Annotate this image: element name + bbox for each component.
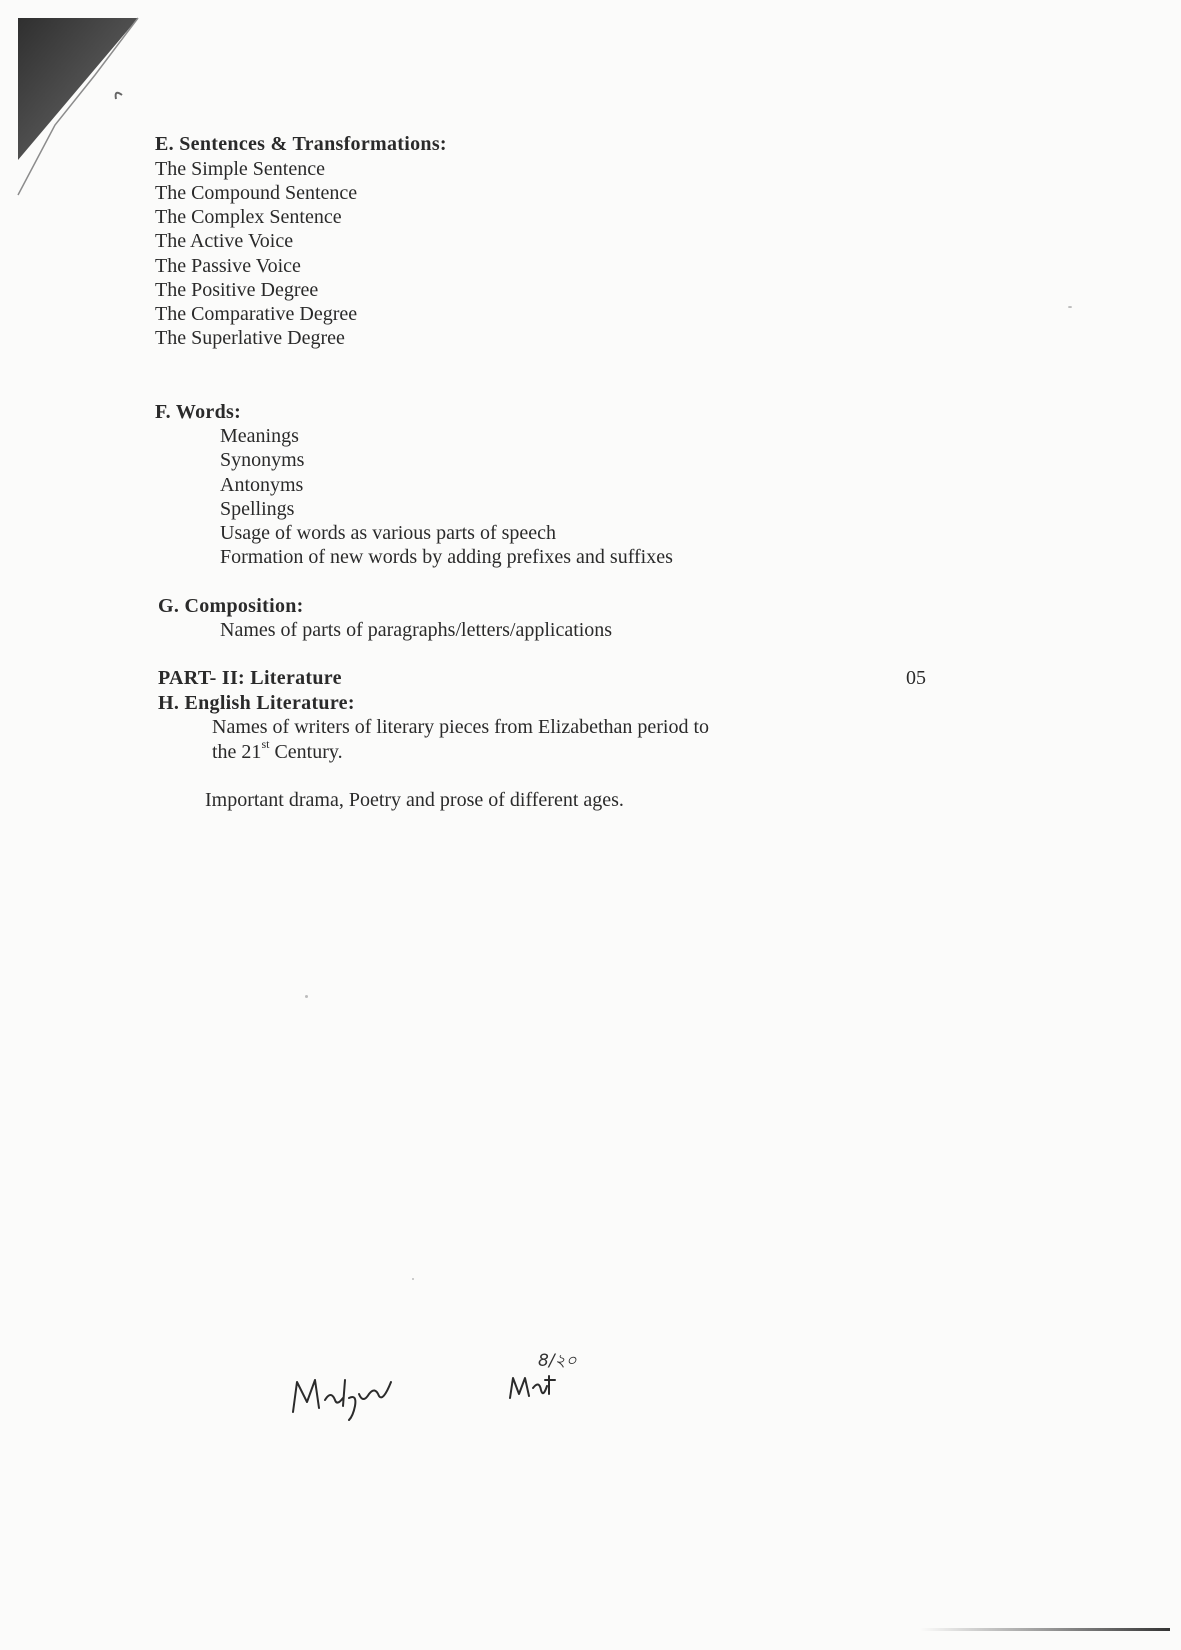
section-h-line: Names of writers of literary pieces from Elizabethan period to xyxy=(212,716,710,738)
part-ii-heading: PART- II: Literature xyxy=(158,667,342,689)
section-e-item: The Simple Sentence xyxy=(155,158,325,180)
century-prefix: the 21 xyxy=(212,741,262,763)
section-f-item: Spellings xyxy=(220,498,295,520)
section-f-item: Usage of words as various parts of speech xyxy=(220,522,557,544)
ordinal-suffix: st xyxy=(261,737,270,752)
section-g-item: Names of parts of paragraphs/letters/applications xyxy=(220,619,613,641)
section-e-item: The Comparative Degree xyxy=(155,303,358,325)
part-ii-marks: 05 xyxy=(906,667,926,689)
section-e-item: The Compound Sentence xyxy=(155,182,358,204)
signature-left-image xyxy=(285,1360,405,1425)
handwritten-date: 8/২০ xyxy=(538,1351,577,1371)
section-e-item: The Complex Sentence xyxy=(155,206,342,228)
signature-right-image xyxy=(505,1370,565,1405)
section-e-item: The Superlative Degree xyxy=(155,327,345,349)
section-h-line: Important drama, Poetry and prose of different ages. xyxy=(205,789,624,811)
section-f-item: Formation of new words by adding prefixes and suffixes xyxy=(220,546,673,568)
section-h-line xyxy=(212,737,343,765)
section-g-heading: G. Composition: xyxy=(158,595,304,617)
section-f-item: Meanings xyxy=(220,425,299,447)
section-f-item: Synonyms xyxy=(220,449,305,471)
section-e-heading: E. Sentences & Transformations: xyxy=(155,133,447,155)
scan-speck xyxy=(412,1278,414,1280)
section-e-item: The Positive Degree xyxy=(155,279,319,301)
folded-corner-shadow xyxy=(0,0,170,220)
section-h-heading: H. English Literature: xyxy=(158,692,355,714)
scan-edge-line xyxy=(920,1628,1170,1631)
scan-speck xyxy=(305,995,308,998)
section-f-heading: F. Words: xyxy=(155,401,242,423)
section-e-item: The Active Voice xyxy=(155,230,294,252)
section-f-item: Antonyms xyxy=(220,474,304,496)
century-suffix: Century. xyxy=(269,741,343,763)
section-e-item: The Passive Voice xyxy=(155,255,301,277)
scan-speck xyxy=(1068,306,1072,308)
